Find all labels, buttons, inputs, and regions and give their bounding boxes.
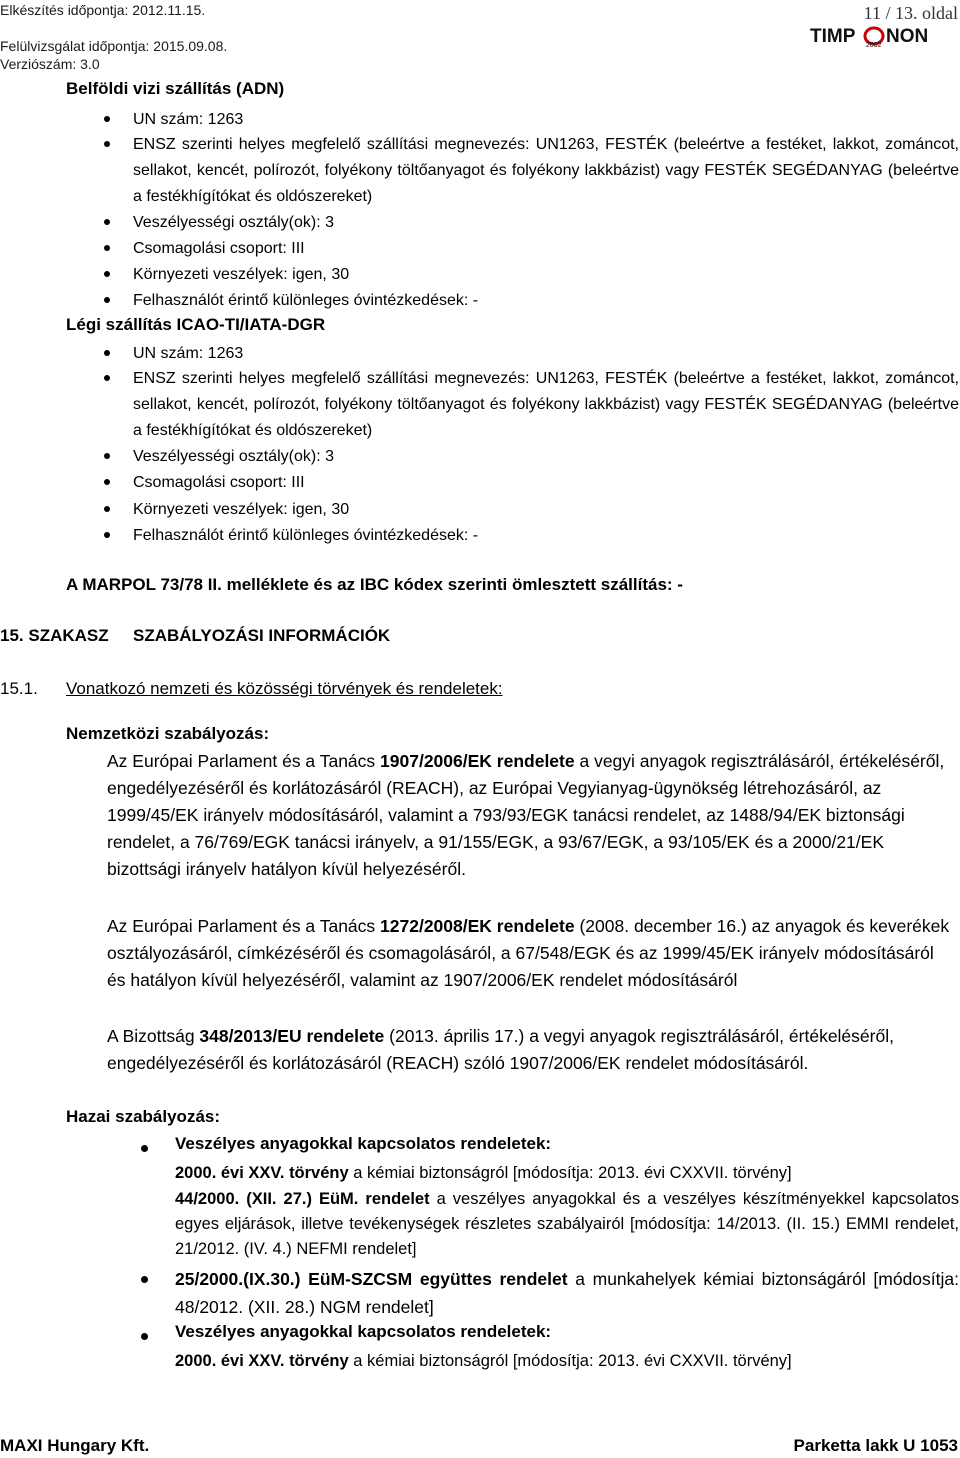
bullet-icon xyxy=(104,141,110,147)
bullet-icon xyxy=(104,479,110,485)
adn-title: Belföldi vizi szállítás (ADN) xyxy=(66,79,285,98)
created-date: Elkészítés időpontja: 2012.11.15. xyxy=(0,2,206,18)
bullet-icon xyxy=(104,116,110,122)
bullet-icon xyxy=(104,350,110,356)
subsection-number: 15.1. xyxy=(0,679,38,698)
bullet-icon xyxy=(104,245,110,251)
intl-paragraph-348: A Bizottság 348/2013/EU rendelete (2013. április 17.) a vegyi anyagok regisztrálásáról, értékeléséről, engedélyezéséről és korlátozásáról (REACH) szóló 1907/2006/EK rendelet módosításáról. xyxy=(107,1026,894,1073)
bullet-icon xyxy=(104,506,110,512)
bullet-icon xyxy=(104,532,110,538)
intl-paragraph-clp: Az Európai Parlament és a Tanács 1272/2008/EK rendelete (2008. december 16.) az anyagok és keverékek osztályozásáról, címkézéséről és csomagolásáról, a 67/548/EGK és az 1999/45/EK irányelv módosításáról és hatályon kívül helyezéséről, valamint az 1907/2006/EK rendelet módosításáról xyxy=(107,916,950,990)
air-transport-title: Légi szállítás ICAO-TI/IATA-DGR xyxy=(66,315,326,334)
bullet-icon xyxy=(104,297,110,303)
bullet-icon xyxy=(104,375,110,381)
company-logo-icon xyxy=(810,24,932,48)
international-regulation-title: Nemzetközi szabályozás: xyxy=(66,724,270,743)
subsection-title: Vonatkozó nemzeti és közösségi törvények és rendeletek: xyxy=(66,679,503,698)
logo-text-2: NON xyxy=(886,26,929,47)
section-number: 15. SZAKASZ xyxy=(0,626,109,645)
page-number: 11 / 13. oldal xyxy=(863,3,958,23)
intl-paragraph-reach: Az Európai Parlament és a Tanács 1907/2006/EK rendelete a vegyi anyagok regisztrálásáról, értékeléséről, engedélyezéséről és korlátozásáról (REACH), az Európai Vegyianyag-ügynökség létrehozásáról, az 1999/45/EK irányelv módosításáról, valamint a 793/93/EGK tanácsi rendelet, az 1488/94/EK biztonsági rendelet, a 76/769/EGK tanácsi irányelv, a 91/155/EGK, a 93/67/EGK, a 93/105/EK és a 2000/21/EK bizottsági irányelv hatályon kívül helyezéséről. xyxy=(107,751,945,879)
logo-text: TIMP xyxy=(810,26,856,47)
logo-year: 2002 xyxy=(866,42,882,48)
bullet-icon xyxy=(104,219,110,225)
version-number: Verziószám: 3.0 xyxy=(0,56,100,72)
document-header-info xyxy=(0,0,227,73)
domestic-regulation-title: Hazai szabályozás: xyxy=(66,1107,221,1126)
bullet-icon xyxy=(104,453,110,459)
bullet-icon xyxy=(141,1333,148,1340)
bullet-icon xyxy=(141,1145,148,1152)
bullet-icon xyxy=(141,1276,148,1283)
footer-company: MAXI Hungary Kft. xyxy=(0,1436,150,1455)
revised-date: Felülvizsgálat időpontja: 2015.09.08. xyxy=(0,38,228,54)
section-title: SZABÁLYOZÁSI INFORMÁCIÓK xyxy=(133,626,391,645)
bullet-icon xyxy=(104,271,110,277)
footer-product: Parketta lakk U 1053 xyxy=(793,1436,958,1455)
marpol-line: A MARPOL 73/78 II. melléklete és az IBC kódex szerinti ömlesztett szállítás: - xyxy=(66,575,683,594)
